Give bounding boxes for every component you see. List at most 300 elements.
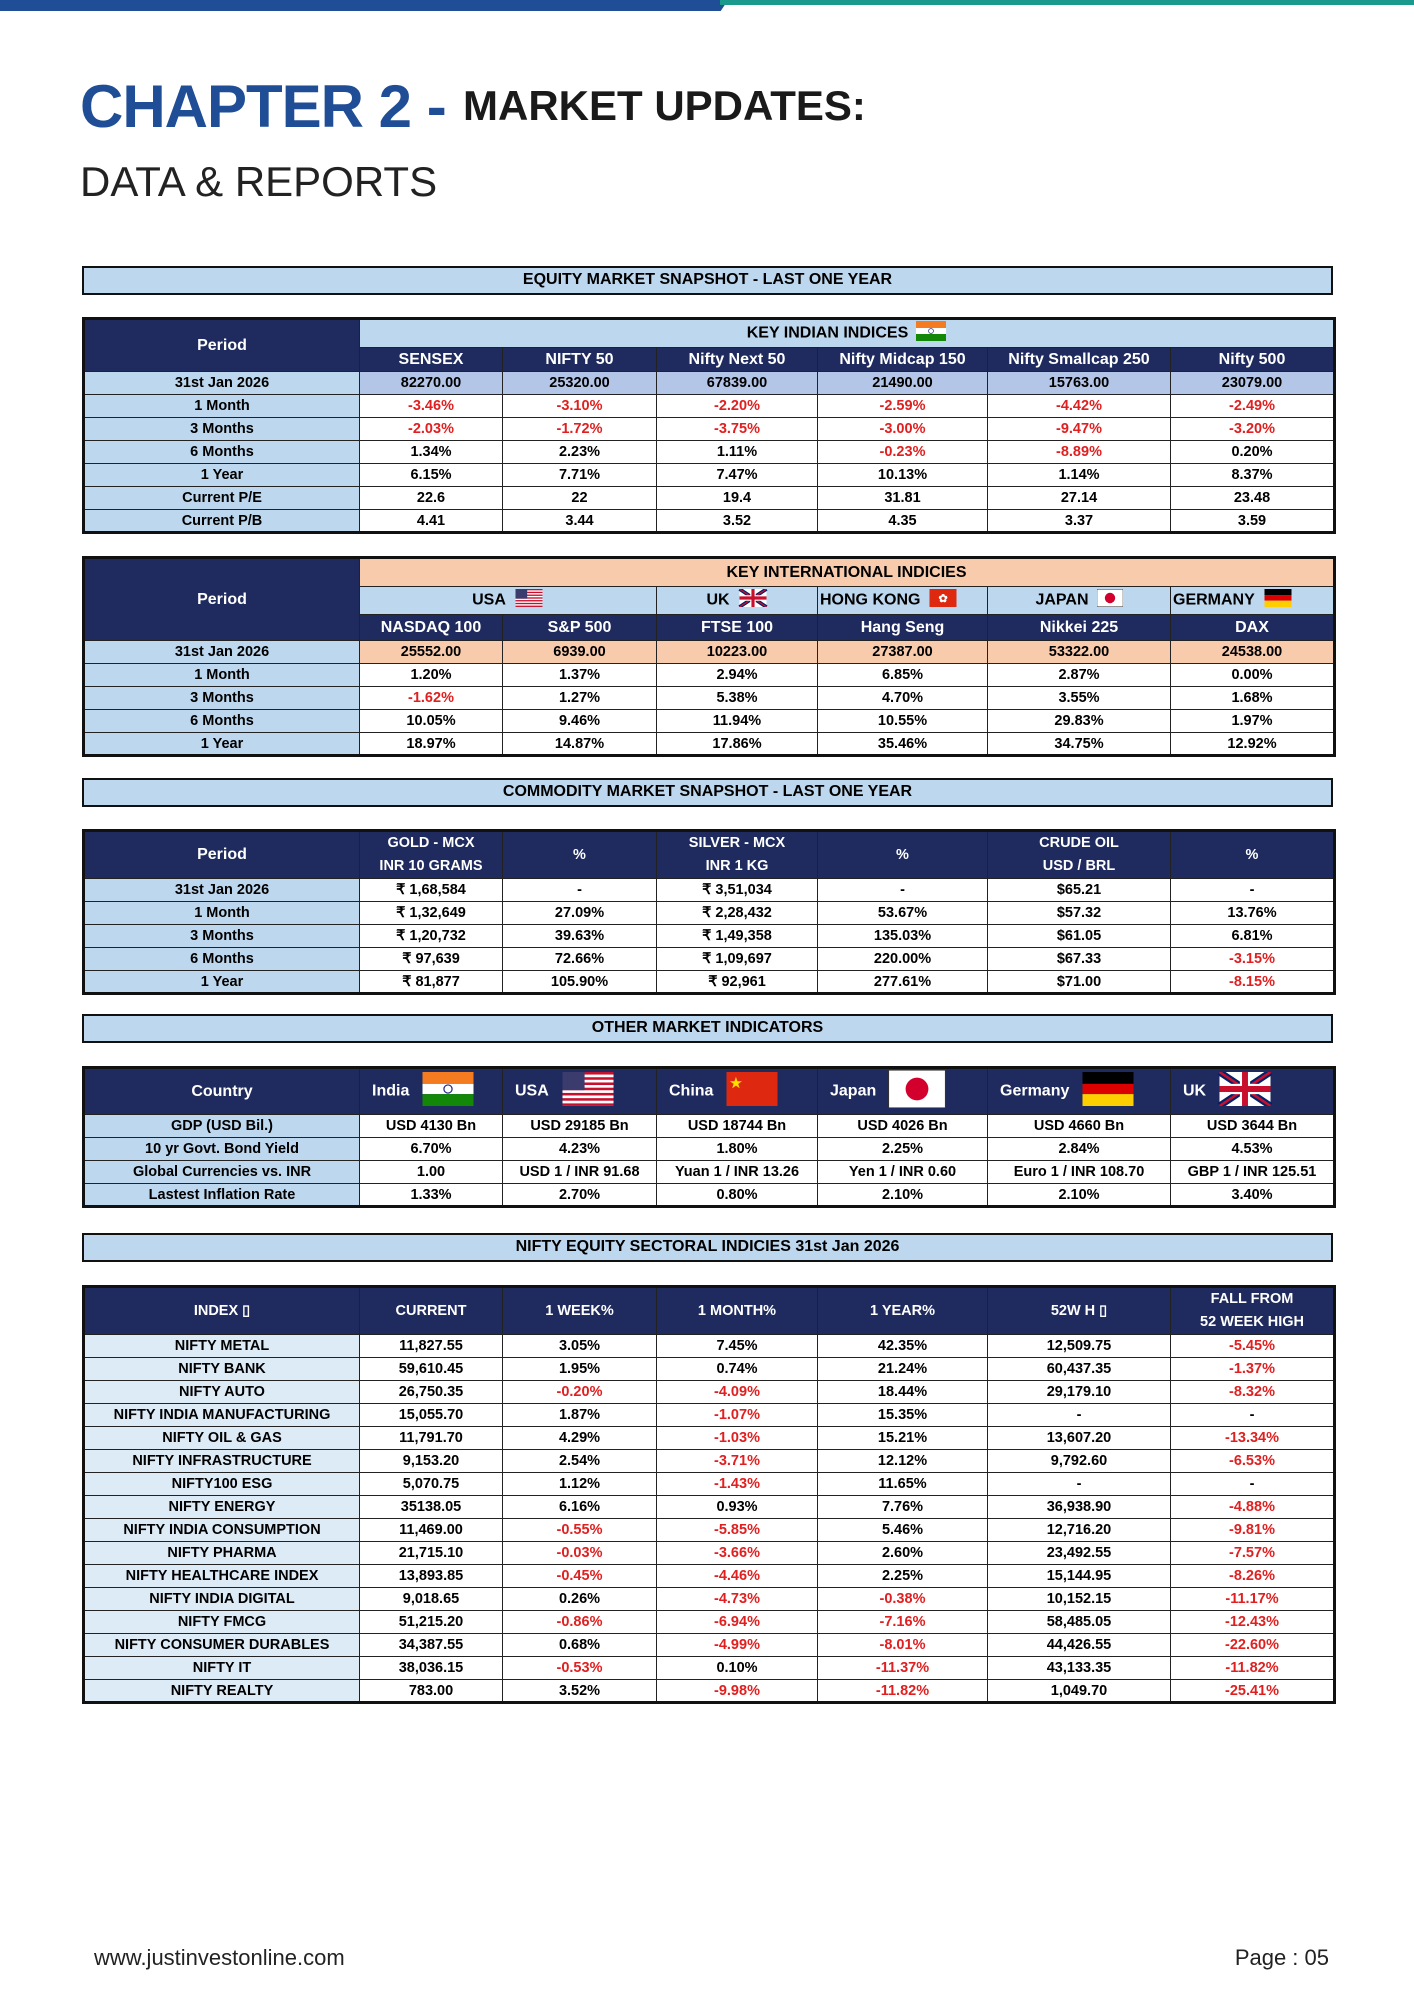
row-label: 1 Month [84, 395, 360, 418]
column-header: Hang Seng [818, 615, 988, 641]
table-row [84, 1381, 1335, 1404]
table-cell: 15.21% [818, 1427, 988, 1450]
indian-title-text: KEY INDIAN INDICES [746, 324, 909, 342]
row-label: NIFTY AUTO [84, 1381, 360, 1404]
equity-snapshot-bar: EQUITY MARKET SNAPSHOT - LAST ONE YEAR [82, 266, 1333, 295]
table-cell: -3.15% [1171, 948, 1335, 971]
table-cell: -5.85% [657, 1519, 818, 1542]
table-cell: 2.60% [818, 1542, 988, 1565]
table-cell: 35138.05 [360, 1496, 503, 1519]
table-cell: 0.00% [1171, 664, 1335, 687]
column-header [360, 831, 503, 879]
table-cell: 3.37 [988, 510, 1171, 533]
table-cell: -1.07% [657, 1404, 818, 1427]
table-cell: -1.43% [657, 1473, 818, 1496]
table-cell: 10223.00 [657, 641, 818, 664]
table-cell: 1.14% [988, 464, 1171, 487]
germany-flag-icon [1263, 589, 1293, 612]
top-accent-bar [0, 0, 728, 11]
table-cell: 3.44 [503, 510, 657, 533]
column-header: S&P 500 [503, 615, 657, 641]
table-cell: 21490.00 [818, 372, 988, 395]
india-flag-icon [916, 321, 946, 346]
row-label: 10 yr Govt. Bond Yield [84, 1138, 360, 1161]
table-cell: 10.13% [818, 464, 988, 487]
column-header-line1: FALL FROM [1210, 1291, 1294, 1307]
column-header-line1: GOLD - MCX [387, 835, 475, 851]
table-cell: - [503, 879, 657, 902]
table-cell: 15,144.95 [988, 1565, 1171, 1588]
table-cell: 1.00 [360, 1161, 503, 1184]
table-cell: 26,750.35 [360, 1381, 503, 1404]
table-row [84, 1138, 1335, 1161]
table-cell: 1.95% [503, 1358, 657, 1381]
table-cell: 6.70% [360, 1138, 503, 1161]
table-cell: 0.20% [1171, 441, 1335, 464]
table-row [84, 1404, 1335, 1427]
table-cell: 34.75% [988, 733, 1171, 756]
table-cell: -4.99% [657, 1634, 818, 1657]
table-row [84, 971, 1335, 994]
table-cell: 1.11% [657, 441, 818, 464]
table-cell: 9,153.20 [360, 1450, 503, 1473]
table-cell: -6.94% [657, 1611, 818, 1634]
column-header: Nifty Next 50 [657, 348, 818, 372]
table-cell: 36,938.90 [988, 1496, 1171, 1519]
table-cell: -4.46% [657, 1565, 818, 1588]
row-label: NIFTY PHARMA [84, 1542, 360, 1565]
table-cell: 2.87% [988, 664, 1171, 687]
table-row [84, 1496, 1335, 1519]
column-header: Nifty 500 [1171, 348, 1335, 372]
table-cell: 5.38% [657, 687, 818, 710]
table-cell: 105.90% [503, 971, 657, 994]
country-header [657, 1068, 818, 1115]
row-label: NIFTY INDIA CONSUMPTION [84, 1519, 360, 1542]
table-cell: -4.73% [657, 1588, 818, 1611]
table-cell: 67839.00 [657, 372, 818, 395]
table-cell: 11.94% [657, 710, 818, 733]
column-header-line2: INR 10 GRAMS [379, 858, 483, 874]
table-cell: -11.82% [818, 1680, 988, 1703]
row-label: GDP (USD Bil.) [84, 1115, 360, 1138]
indian-indices-table [82, 317, 1336, 534]
table-cell: 6.81% [1171, 925, 1335, 948]
row-label: 3 Months [84, 687, 360, 710]
table-cell: -25.41% [1171, 1680, 1335, 1703]
commodity-snapshot-bar: COMMODITY MARKET SNAPSHOT - LAST ONE YEAR [82, 778, 1333, 807]
table-cell: 6.85% [818, 664, 988, 687]
table-row [84, 664, 1335, 687]
column-header: NASDAQ 100 [360, 615, 503, 641]
india-flag-icon [417, 1072, 479, 1111]
table-cell: $71.00 [988, 971, 1171, 994]
table-cell: 2.10% [818, 1184, 988, 1207]
table-cell: 0.93% [657, 1496, 818, 1519]
table-cell: -22.60% [1171, 1634, 1335, 1657]
row-label: NIFTY100 ESG [84, 1473, 360, 1496]
table-cell: USD 3644 Bn [1171, 1115, 1335, 1138]
table-row [84, 395, 1335, 418]
table-cell: USD 4660 Bn [988, 1115, 1171, 1138]
table-cell: 1.37% [503, 664, 657, 687]
row-label: NIFTY REALTY [84, 1680, 360, 1703]
commodity-table [82, 829, 1336, 995]
table-cell: 6.16% [503, 1496, 657, 1519]
row-label: 3 Months [84, 925, 360, 948]
germany-flag-icon [1077, 1072, 1139, 1111]
column-header: FTSE 100 [657, 615, 818, 641]
table-cell: 25552.00 [360, 641, 503, 664]
table-cell: -11.37% [818, 1657, 988, 1680]
usa-flag-icon [514, 589, 544, 612]
table-cell: -2.20% [657, 395, 818, 418]
table-cell: 58,485.05 [988, 1611, 1171, 1634]
table-cell: 13.76% [1171, 902, 1335, 925]
table-cell: 5.46% [818, 1519, 988, 1542]
table-cell: 11,827.55 [360, 1335, 503, 1358]
table-cell: 2.25% [818, 1138, 988, 1161]
column-header: Nifty Midcap 150 [818, 348, 988, 372]
table-cell: -5.45% [1171, 1335, 1335, 1358]
table-cell: $61.05 [988, 925, 1171, 948]
uk-flag-icon [738, 589, 768, 612]
table-cell: -1.37% [1171, 1358, 1335, 1381]
row-label: 6 Months [84, 710, 360, 733]
sectoral-indices-table [82, 1285, 1336, 1704]
table-row [84, 1427, 1335, 1450]
row-label: NIFTY INFRASTRUCTURE [84, 1450, 360, 1473]
svg-text:✿: ✿ [938, 593, 948, 606]
row-label: NIFTY HEALTHCARE INDEX [84, 1565, 360, 1588]
table-row [84, 441, 1335, 464]
other-indicators-bar: OTHER MARKET INDICATORS [82, 1014, 1333, 1043]
table-cell: -0.53% [503, 1657, 657, 1680]
other-indicators-table [82, 1066, 1336, 1208]
table-row [84, 1565, 1335, 1588]
table-row [84, 418, 1335, 441]
table-row [84, 1680, 1335, 1703]
table-cell: - [1171, 879, 1335, 902]
table-cell: 9.46% [503, 710, 657, 733]
table-row [84, 879, 1335, 902]
page-number: Page : 05 [1234, 1945, 1329, 1970]
table-cell: USD 29185 Bn [503, 1115, 657, 1138]
table-cell: 27.09% [503, 902, 657, 925]
column-header: NIFTY 50 [503, 348, 657, 372]
table-cell: 15.35% [818, 1404, 988, 1427]
table-row [84, 902, 1335, 925]
table-cell: -0.55% [503, 1519, 657, 1542]
country-header [818, 1068, 988, 1115]
row-label: Global Currencies vs. INR [84, 1161, 360, 1184]
row-label: NIFTY INDIA MANUFACTURING [84, 1404, 360, 1427]
table-cell: - [988, 1473, 1171, 1496]
table-cell: 24538.00 [1171, 641, 1335, 664]
table-cell: 22.6 [360, 487, 503, 510]
table-cell: 14.87% [503, 733, 657, 756]
column-header: SENSEX [360, 348, 503, 372]
table-cell: 7.71% [503, 464, 657, 487]
table-cell: -8.26% [1171, 1565, 1335, 1588]
column-header [657, 1287, 818, 1335]
table-cell: -3.20% [1171, 418, 1335, 441]
column-header-line1: 52W H ▯ [1050, 1302, 1108, 1319]
table-cell: 35.46% [818, 733, 988, 756]
table-cell: -11.17% [1171, 1588, 1335, 1611]
column-header-line1: INDEX ▯ [193, 1302, 251, 1319]
table-cell: 9,018.65 [360, 1588, 503, 1611]
page-title: MARKET UPDATES: [463, 82, 866, 129]
intl-indices-title: KEY INTERNATIONAL INDICIES [360, 558, 1335, 587]
row-label: Current P/E [84, 487, 360, 510]
table-cell: 783.00 [360, 1680, 503, 1703]
table-cell: ₹ 1,09,697 [657, 948, 818, 971]
row-label: NIFTY IT [84, 1657, 360, 1680]
table-cell: -3.66% [657, 1542, 818, 1565]
uk-flag-icon [1214, 1072, 1276, 1111]
country-name: GERMANY [1173, 591, 1255, 609]
table-cell: - [818, 879, 988, 902]
table-row [84, 372, 1335, 395]
table-cell: 11.65% [818, 1473, 988, 1496]
column-header [988, 1287, 1171, 1335]
table-cell: 15763.00 [988, 372, 1171, 395]
column-header [1171, 1287, 1335, 1335]
table-cell: 2.94% [657, 664, 818, 687]
table-row [84, 1519, 1335, 1542]
table-cell: 0.68% [503, 1634, 657, 1657]
row-label: 31st Jan 2026 [84, 372, 360, 395]
table-cell: -8.15% [1171, 971, 1335, 994]
table-cell: 6.15% [360, 464, 503, 487]
table-cell: 2.25% [818, 1565, 988, 1588]
table-cell: 11,469.00 [360, 1519, 503, 1542]
table-row [84, 1358, 1335, 1381]
table-cell: 0.10% [657, 1657, 818, 1680]
table-cell: -2.59% [818, 395, 988, 418]
table-row [84, 710, 1335, 733]
table-cell: 3.52% [503, 1680, 657, 1703]
table-cell: 5,070.75 [360, 1473, 503, 1496]
row-label: 6 Months [84, 948, 360, 971]
table-cell: 3.55% [988, 687, 1171, 710]
country-header: Country [84, 1068, 360, 1115]
country-name: UK [706, 591, 730, 609]
table-cell: ₹ 97,639 [360, 948, 503, 971]
table-cell: -4.88% [1171, 1496, 1335, 1519]
table-cell: 2.84% [988, 1138, 1171, 1161]
table-cell: -9.81% [1171, 1519, 1335, 1542]
table-cell: 18.97% [360, 733, 503, 756]
table-cell: - [1171, 1473, 1335, 1496]
table-cell: 21,715.10 [360, 1542, 503, 1565]
row-label: 31st Jan 2026 [84, 641, 360, 664]
table-cell: 29,179.10 [988, 1381, 1171, 1404]
country-header [657, 587, 818, 615]
table-row [84, 1634, 1335, 1657]
table-cell: -1.62% [360, 687, 503, 710]
country-name: USA [515, 1082, 549, 1100]
table-cell: USD 4026 Bn [818, 1115, 988, 1138]
table-cell: ₹ 81,877 [360, 971, 503, 994]
table-cell: 9,792.60 [988, 1450, 1171, 1473]
country-header [988, 587, 1171, 615]
column-header [818, 1287, 988, 1335]
table-cell: 8.37% [1171, 464, 1335, 487]
table-cell: - [1171, 1404, 1335, 1427]
table-cell: -0.38% [818, 1588, 988, 1611]
table-cell: 1.33% [360, 1184, 503, 1207]
column-header [988, 831, 1171, 879]
table-cell: 1.87% [503, 1404, 657, 1427]
row-label: 1 Month [84, 902, 360, 925]
table-cell: -11.82% [1171, 1657, 1335, 1680]
table-row [84, 1184, 1335, 1207]
country-name: JAPAN [1035, 591, 1089, 609]
column-header-line1: SILVER - MCX [688, 835, 786, 851]
table-cell: 11,791.70 [360, 1427, 503, 1450]
table-cell: 1.12% [503, 1473, 657, 1496]
table-cell: 12.92% [1171, 733, 1335, 756]
country-name: UK [1183, 1082, 1207, 1100]
table-cell: 10,152.15 [988, 1588, 1171, 1611]
table-cell: -3.75% [657, 418, 818, 441]
footer-website-link[interactable]: www.justinvestonline.com [94, 1945, 345, 1970]
table-cell: -3.71% [657, 1450, 818, 1473]
table-cell: -7.57% [1171, 1542, 1335, 1565]
table-cell: ₹ 92,961 [657, 971, 818, 994]
japan-flag-icon [884, 1070, 950, 1113]
table-cell: -4.09% [657, 1381, 818, 1404]
table-row [84, 1473, 1335, 1496]
row-label: NIFTY BANK [84, 1358, 360, 1381]
table-row [84, 487, 1335, 510]
row-label: Lastest Inflation Rate [84, 1184, 360, 1207]
table-row [84, 948, 1335, 971]
column-header-line2: 52 WEEK HIGH [1200, 1314, 1304, 1330]
table-cell: -0.20% [503, 1381, 657, 1404]
table-row [84, 510, 1335, 533]
table-cell: 220.00% [818, 948, 988, 971]
table-cell: -0.03% [503, 1542, 657, 1565]
period-header: Period [84, 558, 360, 641]
column-header-line1: CRUDE OIL [1039, 835, 1119, 851]
table-cell: $57.32 [988, 902, 1171, 925]
row-label: 1 Year [84, 733, 360, 756]
table-cell: 22 [503, 487, 657, 510]
country-name: China [669, 1082, 714, 1100]
table-cell: 25320.00 [503, 372, 657, 395]
table-row [84, 733, 1335, 756]
table-cell: ₹ 2,28,432 [657, 902, 818, 925]
country-name: Japan [830, 1082, 877, 1100]
country-header [988, 1068, 1171, 1115]
period-header: Period [84, 831, 360, 879]
table-row [84, 1115, 1335, 1138]
table-cell: 135.03% [818, 925, 988, 948]
table-cell: 19.4 [657, 487, 818, 510]
table-cell: 12.12% [818, 1450, 988, 1473]
usa-flag-icon [557, 1072, 619, 1111]
table-cell: ₹ 1,68,584 [360, 879, 503, 902]
country-header [1171, 587, 1335, 615]
table-cell: 23,492.55 [988, 1542, 1171, 1565]
column-header: Nifty Smallcap 250 [988, 348, 1171, 372]
table-cell: 7.76% [818, 1496, 988, 1519]
table-cell: 3.52 [657, 510, 818, 533]
table-cell: Euro 1 / INR 108.70 [988, 1161, 1171, 1184]
table-cell: 4.23% [503, 1138, 657, 1161]
table-cell: -2.49% [1171, 395, 1335, 418]
country-header [503, 1068, 657, 1115]
table-cell: - [988, 1404, 1171, 1427]
table-row [84, 1161, 1335, 1184]
table-cell: $67.33 [988, 948, 1171, 971]
column-header [503, 831, 657, 879]
table-cell: -2.03% [360, 418, 503, 441]
table-cell: 53322.00 [988, 641, 1171, 664]
table-cell: -8.89% [988, 441, 1171, 464]
table-cell: 17.86% [657, 733, 818, 756]
row-label: 1 Year [84, 464, 360, 487]
table-cell: -9.47% [988, 418, 1171, 441]
table-cell: USD 4130 Bn [360, 1115, 503, 1138]
table-cell: 60,437.35 [988, 1358, 1171, 1381]
table-cell: $65.21 [988, 879, 1171, 902]
table-cell: USD 18744 Bn [657, 1115, 818, 1138]
country-header [1171, 1068, 1335, 1115]
country-header [360, 587, 657, 615]
table-cell: 23079.00 [1171, 372, 1335, 395]
table-cell: -4.42% [988, 395, 1171, 418]
row-label: NIFTY INDIA DIGITAL [84, 1588, 360, 1611]
row-label: NIFTY ENERGY [84, 1496, 360, 1519]
table-cell: 39.63% [503, 925, 657, 948]
table-row [84, 1611, 1335, 1634]
row-label: 6 Months [84, 441, 360, 464]
table-cell: 13,607.20 [988, 1427, 1171, 1450]
table-cell: 7.45% [657, 1335, 818, 1358]
table-cell: -0.86% [503, 1611, 657, 1634]
table-cell: 3.59 [1171, 510, 1335, 533]
table-cell: 2.70% [503, 1184, 657, 1207]
country-name: Germany [1000, 1082, 1070, 1100]
international-indices-table [82, 556, 1336, 757]
table-cell: 82270.00 [360, 372, 503, 395]
table-cell: -0.45% [503, 1565, 657, 1588]
column-header [657, 831, 818, 879]
table-cell: 0.74% [657, 1358, 818, 1381]
china-flag-icon [721, 1072, 783, 1111]
period-header: Period [84, 319, 360, 372]
table-cell: 4.35 [818, 510, 988, 533]
table-cell: -1.03% [657, 1427, 818, 1450]
indian-indices-title [360, 319, 1335, 348]
column-header-line1: % [1245, 846, 1259, 863]
table-cell: 27387.00 [818, 641, 988, 664]
row-label: 1 Year [84, 971, 360, 994]
table-cell: 3.40% [1171, 1184, 1335, 1207]
table-cell: 1.68% [1171, 687, 1335, 710]
table-cell: 4.29% [503, 1427, 657, 1450]
column-header-line1: % [896, 846, 909, 863]
column-header [1171, 831, 1335, 879]
column-header-line1: 1 YEAR% [869, 1302, 935, 1319]
table-cell: USD 1 / INR 91.68 [503, 1161, 657, 1184]
table-cell: 44,426.55 [988, 1634, 1171, 1657]
table-row [84, 1450, 1335, 1473]
